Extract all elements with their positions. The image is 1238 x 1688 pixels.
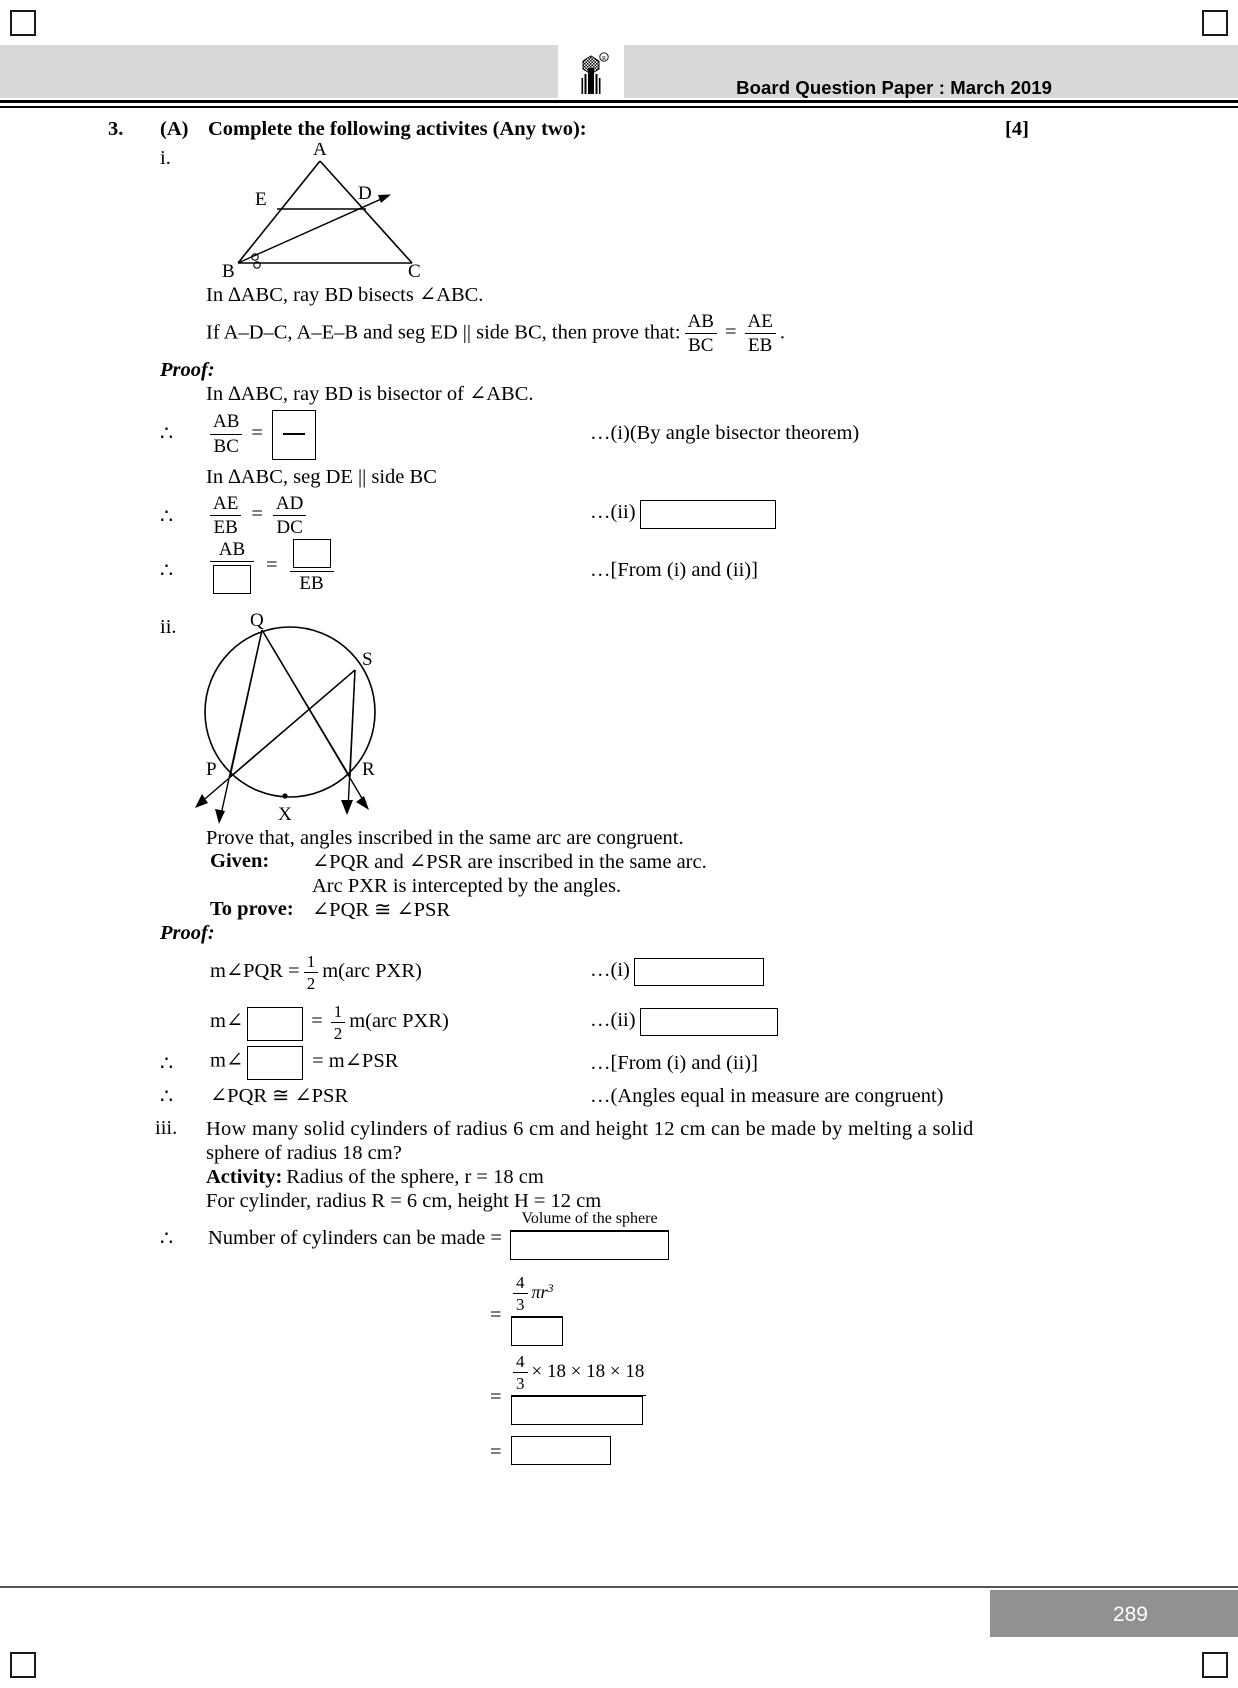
frac-denominator: 3 — [516, 1295, 525, 1315]
svg-text:S: S — [362, 649, 373, 670]
step-rhs: = m∠PSR — [312, 1049, 399, 1072]
sub-ii-step-3-therefore: ∴ — [160, 1053, 174, 1075]
fraction-numerator-text: Volume of the sphere — [510, 1210, 669, 1231]
frac-numerator: AB — [210, 411, 242, 434]
sub-i-proof-line-2: In ∆ABC, seg DE || side BC — [206, 466, 437, 488]
svg-text:E: E — [255, 189, 267, 210]
question-part: (A) — [160, 118, 189, 140]
frac-denominator: EB — [213, 517, 238, 539]
svg-text:R: R — [362, 759, 375, 780]
circle-inscribed-angles-diagram — [190, 612, 420, 827]
answer-blank-ii-1[interactable] — [634, 958, 764, 986]
fraction-denominator-wrap — [511, 1317, 563, 1346]
step-rhs: m(arc PXR) — [349, 1010, 449, 1033]
sub-i-step-2-equation — [210, 494, 306, 540]
step-lhs-prefix: m∠ — [210, 1049, 244, 1072]
frac-ab-bc — [685, 311, 717, 357]
sub-ii-step-1-reason — [590, 958, 764, 986]
equals-sign: = — [266, 554, 278, 577]
sub-i-step-3-equation — [210, 540, 334, 595]
sub-i-step-1-equation — [210, 410, 316, 460]
frac-numerator: AB — [685, 311, 717, 334]
frac-denominator-blank-wrap — [210, 562, 254, 594]
svg-text:D: D — [358, 183, 372, 204]
sub-item-label-ii: ii. — [160, 616, 177, 638]
frac-numerator-blank-wrap — [290, 539, 334, 572]
frac-numerator: AB — [210, 539, 254, 562]
answer-blank-iii-2[interactable] — [511, 1317, 563, 1346]
crop-mark-bottom-left — [10, 1652, 36, 1678]
frac-four-thirds — [513, 1273, 528, 1314]
frac-denominator: DC — [276, 517, 303, 539]
to-prove-label: To prove: — [210, 898, 294, 920]
numerator-rest: × 18 × 18 × 18 — [531, 1361, 645, 1383]
question-prompt: Complete the following activites (Any two): — [208, 118, 587, 140]
sub-ii-step-2-reason — [590, 1008, 778, 1036]
sub-i-statement-1: In ∆ABC, ray BD bisects ∠ABC. — [206, 284, 484, 306]
sub-iii-result-lead: Number of cylinders can be made = — [208, 1227, 502, 1249]
sub-iii-activity-line-1 — [206, 1165, 544, 1191]
frac-blank-eb — [290, 539, 334, 594]
sub-ii-prove-line: Prove that, angles inscribed in the same arc are congruent. — [206, 827, 684, 849]
frac-numerator: AE — [745, 311, 776, 334]
sub-i-step-2-therefore: ∴ — [160, 506, 174, 528]
header-rule-thick — [0, 100, 1238, 103]
frac-numerator: 1 — [331, 1002, 346, 1023]
reason-ref: …(ii) — [590, 501, 636, 524]
sub-item-label-i: i. — [160, 147, 171, 169]
sub-i-step-3-therefore: ∴ — [160, 560, 174, 582]
sub-iii-step-2-fraction — [511, 1274, 563, 1346]
frac-numerator: AD — [273, 493, 306, 516]
sub-iii-step-2-equals: = — [490, 1304, 502, 1326]
period: . — [779, 321, 785, 344]
question-number: 3. — [108, 118, 124, 140]
answer-blank-i-1[interactable] — [272, 410, 316, 460]
question-marks: [4] — [1005, 118, 1029, 140]
sub-ii-step-3-reason: …[From (i) and (ii)] — [590, 1052, 758, 1074]
frac-one-half — [331, 1002, 346, 1043]
svg-text:C: C — [408, 261, 421, 282]
answer-blank-iii-3[interactable] — [511, 1396, 643, 1425]
frac-numerator: 4 — [513, 1273, 528, 1294]
frac-ae-eb — [210, 493, 241, 539]
target-publications-logo-icon — [566, 48, 616, 98]
answer-blank-i-3b[interactable] — [293, 539, 331, 568]
equals-sign: = — [311, 1010, 323, 1033]
triangle-abc-diagram — [200, 143, 460, 283]
sub-iii-question-line-2: sphere of radius 18 cm? — [206, 1142, 402, 1164]
frac-denominator: BC — [213, 435, 239, 457]
given-line-1: ∠PQR and ∠PSR are inscribed in the same arc. — [312, 851, 707, 873]
answer-blank-ii-2b[interactable] — [640, 1008, 778, 1036]
pi-r-symbol: πr — [531, 1282, 548, 1303]
activity-label: Activity: — [206, 1166, 283, 1188]
sub-ii-step-2-equation — [210, 1003, 449, 1044]
equals-sign: = — [251, 421, 263, 444]
equals-sign: = — [724, 321, 737, 344]
frac-numerator: 4 — [513, 1352, 528, 1373]
sub-ii-step-4-therefore: ∴ — [160, 1086, 174, 1108]
sub-i-statement-2-text: If A–D–C, A–E–B and seg ED || side BC, then prove that: — [206, 321, 681, 344]
sub-ii-step-1-equation — [210, 953, 422, 994]
sub-iii-step-4-answer — [511, 1436, 611, 1465]
sub-i-proof-label: Proof: — [160, 359, 215, 381]
sub-i-step-2-reason — [590, 500, 776, 529]
answer-blank-i-2[interactable] — [640, 500, 776, 529]
frac-denominator: EB — [748, 335, 773, 357]
step-lhs: m∠PQR = — [210, 960, 300, 983]
sub-iii-step-3-equals: = — [490, 1386, 502, 1408]
svg-text:B: B — [222, 261, 235, 282]
frac-denominator: BC — [688, 335, 714, 357]
sub-i-statement-2 — [206, 312, 785, 358]
sub-iii-step-4-equals: = — [490, 1441, 502, 1463]
frac-ad-dc — [273, 493, 306, 539]
to-prove-line: ∠PQR ≅ ∠PSR — [312, 899, 451, 921]
svg-text:A: A — [313, 143, 327, 160]
sub-iii-therefore: ∴ — [160, 1228, 174, 1250]
frac-denominator: EB — [299, 573, 324, 594]
frac-denominator: 2 — [333, 1024, 343, 1044]
activity-text: Radius of the sphere, r = 18 cm — [286, 1166, 544, 1188]
crop-mark-top-right — [1202, 10, 1228, 36]
frac-one-half — [304, 952, 319, 993]
header-title: Board Question Paper : March 2019 — [736, 77, 1052, 98]
frac-ab-bc — [210, 411, 242, 457]
sub-ii-proof-label: Proof: — [160, 922, 215, 944]
sub-iii-step-3-fraction — [511, 1353, 646, 1425]
svg-text:X: X — [278, 804, 292, 825]
footer-rule — [0, 1586, 1238, 1588]
sub-ii-step-3-equation — [210, 1046, 398, 1080]
fraction-denominator-wrap — [511, 1396, 646, 1425]
reason-ref: …(i) — [590, 959, 630, 981]
frac-numerator: AE — [210, 493, 241, 516]
fraction-numerator — [511, 1353, 646, 1396]
exponent: 3 — [547, 1280, 554, 1295]
fraction-numerator — [511, 1274, 563, 1317]
given-label: Given: — [210, 850, 270, 872]
answer-blank-ii-3[interactable] — [247, 1046, 303, 1080]
header-rule-thin — [0, 106, 1238, 108]
sub-i-step-3-reason: …[From (i) and (ii)] — [590, 559, 758, 581]
page-number: 289 — [1112, 1603, 1148, 1626]
sub-i-proof-line-1: In ∆ABC, ray BD is bisector of ∠ABC. — [206, 383, 534, 405]
frac-denominator: 2 — [306, 974, 316, 994]
crop-mark-bottom-right — [1202, 1652, 1228, 1678]
step-rhs: m(arc PXR) — [322, 960, 422, 983]
crop-mark-top-left — [10, 10, 36, 36]
frac-ae-eb — [745, 311, 776, 357]
answer-blank-iii-4[interactable] — [511, 1436, 611, 1465]
sub-i-step-1-reason: …(i)(By angle bisector theorem) — [590, 422, 860, 444]
reason-ref: …(ii) — [590, 1009, 636, 1031]
sub-iii-question-line-1: How many solid cylinders of radius 6 cm and height 12 cm can be made by melting a solid — [206, 1118, 974, 1140]
answer-blank-ii-2a[interactable] — [247, 1007, 303, 1041]
frac-numerator: 1 — [304, 952, 319, 973]
given-line-2: Arc PXR is intercepted by the angles. — [312, 875, 622, 897]
sub-i-step-1-therefore: ∴ — [160, 423, 174, 445]
frac-ab-blank — [210, 539, 254, 594]
answer-blank-i-3a[interactable] — [213, 565, 251, 594]
equals-sign: = — [251, 503, 263, 526]
sub-ii-step-4-reason: …(Angles equal in measure are congruent) — [590, 1085, 944, 1107]
sub-ii-step-4-statement: ∠PQR ≅ ∠PSR — [210, 1085, 349, 1107]
sub-item-label-iii: iii. — [155, 1117, 178, 1139]
sub-iii-activity-line-2: For cylinder, radius R = 6 cm, height H = 12 cm — [206, 1190, 602, 1212]
svg-text:R: R — [601, 56, 607, 62]
svg-text:Q: Q — [250, 612, 264, 631]
frac-denominator: 3 — [516, 1374, 525, 1394]
sub-iii-result-fraction — [510, 1210, 669, 1260]
svg-text:P: P — [206, 759, 217, 780]
fraction-denominator-wrap — [510, 1231, 669, 1260]
answer-blank-iii-1[interactable] — [510, 1231, 669, 1260]
frac-four-thirds — [513, 1352, 528, 1393]
step-lhs-prefix: m∠ — [210, 1010, 244, 1033]
